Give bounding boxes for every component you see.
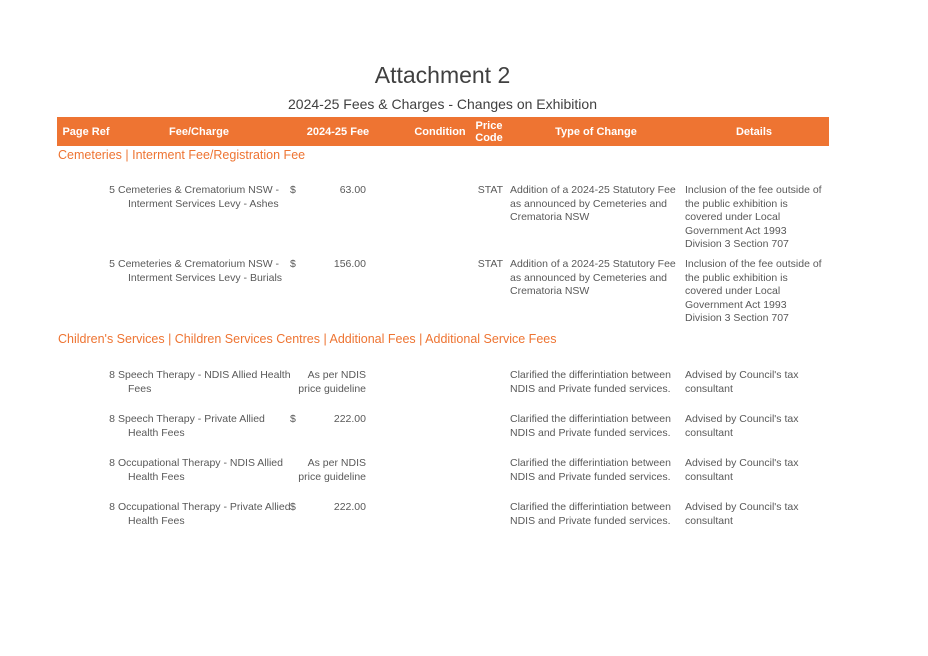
fee-charge: Occupational Therapy - NDIS Allied Health Fees — [118, 457, 283, 483]
page-ref: 5 — [109, 258, 115, 270]
fee-amount: 63.00 — [339, 184, 366, 196]
details: Advised by Council's tax consultant — [685, 369, 799, 395]
header-price-code: Price Code — [475, 119, 503, 144]
currency-symbol: $ — [290, 184, 296, 196]
page-ref: 8 — [109, 413, 115, 425]
header-condition: Condition — [414, 125, 466, 138]
header-page-ref: Page Ref — [62, 125, 110, 138]
section-title: Children's Services | Children Services Centres | Additional Fees | Additional Service Fees — [58, 332, 557, 346]
page-subtitle: 2024-25 Fees & Charges - Changes on Exhibition — [288, 96, 597, 112]
page-ref: 8 — [109, 369, 115, 381]
fee-amount: 156.00 — [333, 258, 366, 270]
type-of-change: Clarified the differintiation between NDIS and Private funded services. — [510, 369, 671, 395]
fee-charge: Occupational Therapy - Private Allied Health Fees — [118, 501, 291, 527]
type-of-change: Addition of a 2024-25 Statutory Fee as announced by Cemeteries and Crematoria NSW — [510, 184, 676, 224]
type-of-change: Clarified the differintiation between NDIS and Private funded services. — [510, 413, 671, 439]
header-details: Details — [735, 125, 773, 138]
price-note: As per NDIS price guideline — [298, 457, 366, 483]
section-title: Cemeteries | Interment Fee/Registration Fee — [58, 148, 306, 162]
table-header — [57, 117, 829, 146]
details: Advised by Council's tax consultant — [685, 457, 799, 483]
fee-amount: 222.00 — [333, 413, 366, 425]
fee-charge: Cemeteries & Crematorium NSW - Interment Services Levy - Ashes — [118, 184, 280, 210]
details: Inclusion of the fee outside of the public exhibition is covered under Local Government Act 1993 Division 3 Section 707 — [685, 184, 822, 251]
fee-charge: Speech Therapy - NDIS Allied Health Fees — [118, 369, 291, 395]
price-note: As per NDIS price guideline — [298, 369, 366, 395]
page-ref: 8 — [109, 501, 115, 513]
page-ref: 5 — [109, 184, 115, 196]
details: Advised by Council's tax consultant — [685, 413, 799, 439]
type-of-change: Clarified the differintiation between NDIS and Private funded services. — [510, 501, 671, 527]
page-title: Attachment 2 — [374, 62, 511, 88]
type-of-change: Addition of a 2024-25 Statutory Fee as announced by Cemeteries and Crematoria NSW — [510, 258, 676, 298]
page-ref: 8 — [109, 457, 115, 469]
currency-symbol: $ — [290, 413, 296, 425]
details: Inclusion of the fee outside of the public exhibition is covered under Local Government Act 1993 Division 3 Section 707 — [685, 258, 822, 325]
header-fee-charge: Fee/Charge — [169, 125, 229, 138]
type-of-change: Clarified the differintiation between NDIS and Private funded services. — [510, 457, 671, 483]
header-type-of-change: Type of Change — [555, 125, 637, 138]
details: Advised by Council's tax consultant — [685, 501, 799, 527]
fee-amount: 222.00 — [333, 501, 366, 513]
currency-symbol: $ — [290, 501, 296, 513]
fee-charge: Speech Therapy - Private Allied Health Fees — [118, 413, 265, 439]
price-code: STAT — [477, 184, 503, 196]
fee-charge: Cemeteries & Crematorium NSW - Interment Services Levy - Burials — [118, 258, 283, 284]
price-code: STAT — [477, 258, 503, 270]
header-fee-2024-25: 2024-25 Fee — [306, 125, 370, 138]
currency-symbol: $ — [290, 258, 296, 270]
